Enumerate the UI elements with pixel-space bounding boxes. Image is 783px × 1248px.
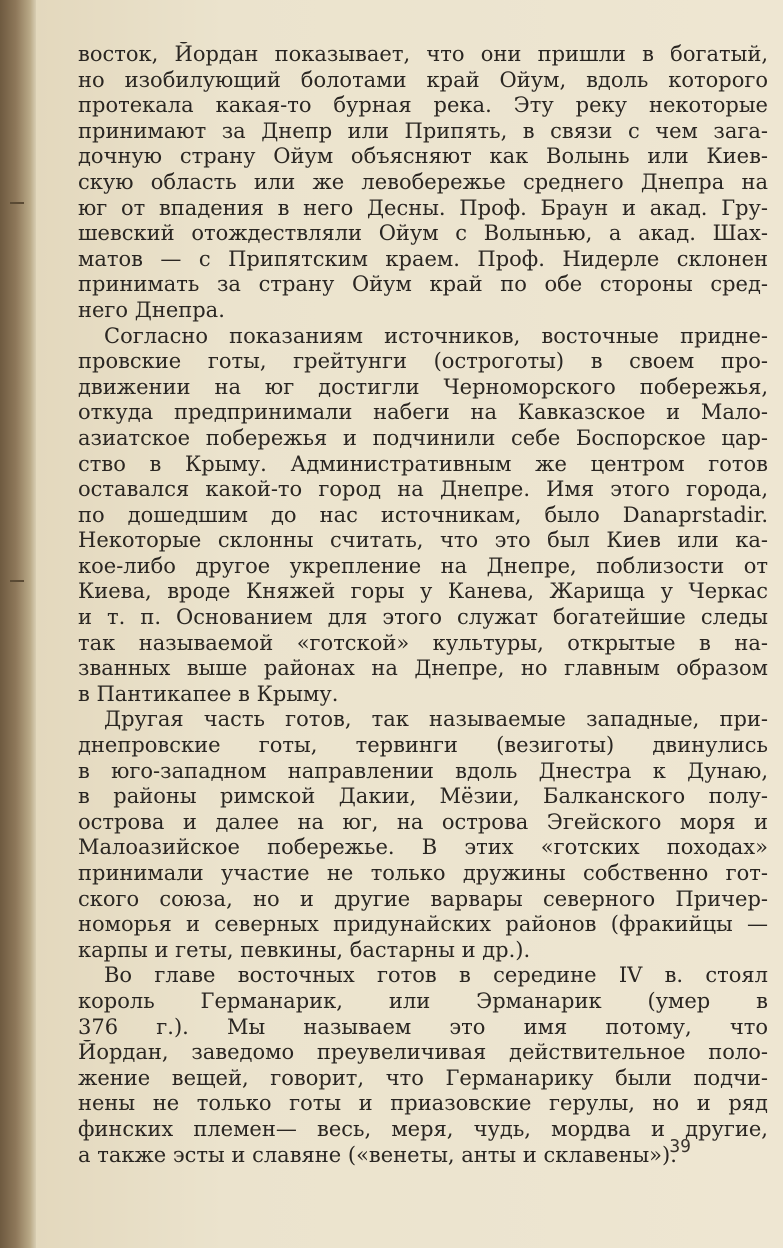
text-line: принимали участие не только дружины собственно гот- (78, 861, 768, 885)
margin-mark (10, 580, 24, 582)
text-line: но изобилующий болотами край Ойум, вдоль которого (78, 67, 768, 92)
text-line: номорья и северных придунайских районов (фракийцы — (78, 912, 768, 937)
text-line: Во главе восточных готов в середине IV в. стоял (104, 963, 768, 988)
book-spine-shadow (0, 0, 40, 1248)
text-line: Киева, вроде Княжей горы у Канева, Жарища у Черкас (78, 579, 768, 604)
text-line: финских племен— весь, меря, чудь, мордва и другие, (78, 1116, 768, 1141)
text-line: по дошедшим до нас источникам, было Danaprstadir. (78, 502, 768, 527)
text-line: принимают за Днепр или Припять, в связи с чем зага- (78, 118, 768, 143)
text-line: шевский отождествляли Ойум с Волынью, а акад. Шах- (78, 221, 768, 246)
text-line: восток, Йордан показывает, что они пришли в богатый, (78, 42, 768, 66)
text-line: Согласно показаниям источников, восточные придне- (104, 323, 768, 348)
text-line: него Днепра. (78, 297, 225, 322)
text-line: движении на юг достигли Черноморского побережья, (78, 374, 768, 399)
text-line: скую область или же левобережье среднего Днепра на (78, 169, 768, 194)
text-line: Йордан, заведомо преувеличивая действительное поло- (78, 1040, 768, 1065)
text-line: в юго-западном направлении вдоль Днестра к Дунаю, (78, 758, 768, 783)
text-line: провские готы, грейтунги (остроготы) в своем про- (78, 349, 768, 374)
book-page (36, 0, 783, 1248)
text-line: кое-либо другое укрепление на Днепре, поблизости от (78, 553, 768, 578)
text-line: ского союза, но и другие варвары северного Причер- (78, 886, 768, 911)
text-line: в районы римской Дакии, Мёзии, Балканского полу- (78, 784, 768, 809)
text-line: протекала какая-то бурная река. Эту реку некоторые (78, 93, 768, 118)
text-line: оставался какой-то город на Днепре. Имя этого города, (78, 477, 768, 502)
text-line: король Германарик, или Эрманарик (умер в (78, 988, 768, 1013)
text-line: острова и далее на юг, на острова Эгейского моря и (78, 809, 768, 834)
text-line: матов — с Припятским краем. Проф. Нидерле склонен (78, 246, 768, 271)
text-line: карпы и геты, певкины, бастарны и др.). (78, 937, 531, 962)
text-line: жение вещей, говорит, что Германарику были подчи- (78, 1065, 768, 1090)
text-line: азиатское побережья и подчинили себе Боспорское цар- (78, 425, 768, 450)
text-line: в Пантикапее в Крыму. (78, 681, 339, 706)
text-line: и т. п. Основанием для этого служат богатейшие следы (78, 605, 768, 630)
text-line: ство в Крыму. Административным же центром готов (78, 451, 768, 476)
body-text (78, 42, 768, 1168)
text-line: Некоторые склонны считать, что это был Киев или ка- (78, 528, 768, 553)
margin-mark (10, 202, 24, 204)
text-line: нены не только готы и приазовские герулы, но и ряд (78, 1091, 768, 1116)
page-number: 39 (669, 1136, 691, 1157)
text-line: дочную страну Ойум объясняют как Волынь или Киев- (78, 144, 768, 169)
text-line: откуда предпринимали набеги на Кавказское и Мало- (78, 400, 768, 425)
text-line: званных выше районах на Днепре, но главным образом (78, 656, 768, 681)
text-line: а также эсты и славяне («венеты, анты и склавены»). (78, 1142, 677, 1167)
text-line: Малоазийское побережье. В этих «готских походах» (78, 835, 768, 860)
text-line: принимать за страну Ойум край по обе стороны сред- (78, 272, 768, 297)
text-line: 376 г.). Мы называем это имя потому, что (78, 1014, 768, 1039)
text-line: днепровские готы, тервинги (везиготы) двинулись (78, 733, 768, 758)
text-line: Другая часть готов, так называемые западные, при- (104, 707, 768, 732)
text-line: так называемой «готской» культуры, открытые в на- (78, 630, 768, 655)
text-line: юг от впадения в него Десны. Проф. Браун и акад. Гру- (78, 195, 768, 220)
